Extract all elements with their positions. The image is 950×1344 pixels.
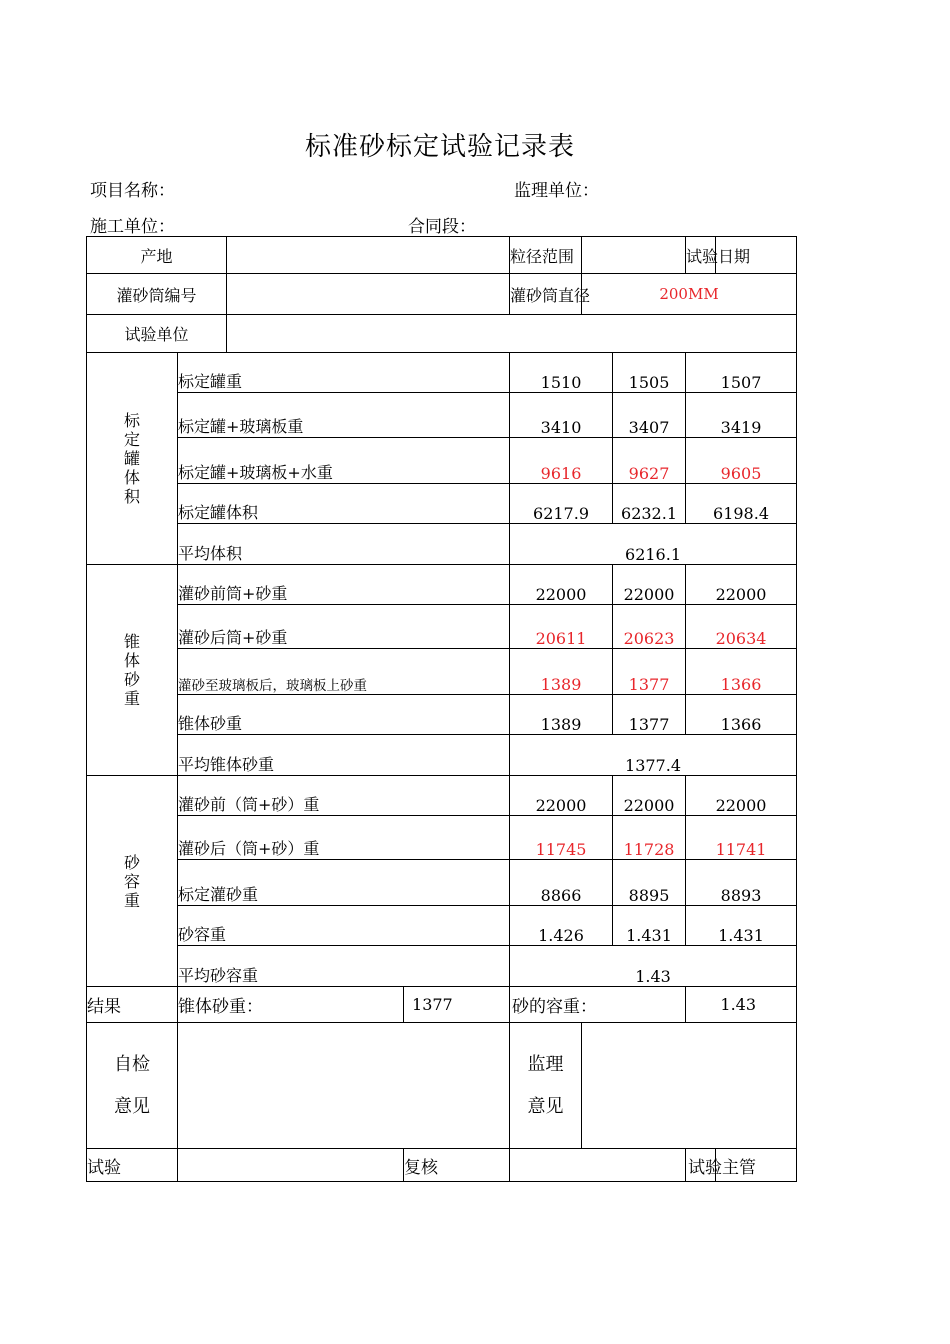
value-cell: 8866 — [510, 860, 613, 906]
result-cone-value: 1377 — [404, 987, 510, 1023]
row-label: 平均锥体砂重 — [178, 735, 510, 776]
row-label: 砂容重 — [178, 906, 510, 946]
value-cell: 1377 — [613, 695, 686, 735]
test-unit-label: 试验单位 — [87, 315, 227, 353]
row-label: 标定灌砂重 — [178, 860, 510, 906]
value-cell: 22000 — [510, 565, 613, 605]
test-date-label: 试验日期 — [686, 237, 716, 274]
row-label: 灌砂后筒+砂重 — [178, 605, 510, 649]
table-row — [87, 776, 797, 816]
table-row — [87, 605, 797, 649]
supervision-label: 监理 意见 — [510, 1023, 582, 1149]
test-unit-value[interactable] — [227, 315, 797, 353]
average-value: 1377.4 — [510, 735, 797, 776]
value-cell: 9605 — [686, 438, 797, 484]
cylinder-diameter-value: 200MM — [582, 274, 797, 315]
info-row-origin — [87, 237, 797, 274]
cylinder-no-label: 灌砂筒编号 — [87, 274, 227, 315]
signature-row — [87, 1149, 797, 1182]
value-cell: 3419 — [686, 393, 797, 438]
grain-range-label: 粒径范围 — [510, 237, 582, 274]
value-cell: 1366 — [686, 649, 797, 695]
value-cell: 1389 — [510, 695, 613, 735]
value-cell: 6198.4 — [686, 484, 797, 524]
table-row — [87, 695, 797, 735]
row-label: 灌砂前（筒+砂）重 — [178, 776, 510, 816]
table-row — [87, 906, 797, 946]
value-cell: 11745 — [510, 816, 613, 860]
origin-value[interactable] — [227, 237, 510, 274]
value-cell: 22000 — [613, 565, 686, 605]
result-density-label: 砂的容重： — [510, 987, 686, 1023]
section-label-volume: 标 定 罐 体 积 — [87, 353, 178, 565]
value-cell: 11728 — [613, 816, 686, 860]
value-cell: 22000 — [686, 776, 797, 816]
value-cell: 1507 — [686, 353, 797, 393]
origin-label: 产地 — [87, 237, 227, 274]
row-label: 灌砂前筒+砂重 — [178, 565, 510, 605]
contractor-label: 施工单位： — [90, 217, 175, 237]
average-value: 6216.1 — [510, 524, 797, 565]
table-row-average — [87, 735, 797, 776]
table-row — [87, 353, 797, 393]
result-label: 结果 — [87, 987, 178, 1023]
value-cell: 20623 — [613, 605, 686, 649]
grain-range-value[interactable] — [582, 237, 686, 274]
table-row — [87, 860, 797, 906]
result-density-value: 1.43 — [686, 987, 797, 1023]
row-label: 平均体积 — [178, 524, 510, 565]
row-label: 标定罐+玻璃板+水重 — [178, 438, 510, 484]
table-row — [87, 484, 797, 524]
contract-section-label: 合同段： — [408, 217, 476, 237]
row-label: 标定罐重 — [178, 353, 510, 393]
row-label: 锥体砂重 — [178, 695, 510, 735]
value-cell: 1377 — [613, 649, 686, 695]
value-cell: 20611 — [510, 605, 613, 649]
value-cell: 20634 — [686, 605, 797, 649]
value-cell: 1.426 — [510, 906, 613, 946]
value-cell: 8895 — [613, 860, 686, 906]
page-title: 标准砂标定试验记录表 — [304, 132, 575, 162]
value-cell: 1505 — [613, 353, 686, 393]
row-label: 标定罐体积 — [178, 484, 510, 524]
info-row-cylinder — [87, 274, 797, 315]
value-cell: 8893 — [686, 860, 797, 906]
cylinder-no-value[interactable] — [227, 274, 510, 315]
reviewer-signature-field[interactable] — [510, 1149, 686, 1182]
value-cell: 3410 — [510, 393, 613, 438]
value-cell: 1366 — [686, 695, 797, 735]
value-cell: 1.431 — [613, 906, 686, 946]
value-cell: 1.431 — [686, 906, 797, 946]
table-row — [87, 649, 797, 695]
project-name-label: 项目名称： — [90, 181, 175, 201]
value-cell: 22000 — [613, 776, 686, 816]
supervisor-unit-label: 监理单位： — [514, 181, 599, 201]
value-cell: 6232.1 — [613, 484, 686, 524]
value-cell: 1510 — [510, 353, 613, 393]
tester-label: 试验 — [87, 1149, 178, 1182]
table-row — [87, 438, 797, 484]
row-label: 灌砂至玻璃板后，玻璃板上砂重 — [178, 649, 510, 695]
value-cell: 22000 — [686, 565, 797, 605]
reviewer-label: 复核 — [404, 1149, 510, 1182]
table-row — [87, 393, 797, 438]
table-row-average — [87, 524, 797, 565]
section-label-cone: 锥 体 砂 重 — [87, 565, 178, 776]
result-row — [87, 987, 797, 1023]
cylinder-diameter-label: 灌砂筒直径 — [510, 274, 582, 315]
value-cell: 22000 — [510, 776, 613, 816]
opinion-row — [87, 1023, 797, 1149]
section-label-density: 砂 容 重 — [87, 776, 178, 987]
info-row-test-unit — [87, 315, 797, 353]
row-label: 平均砂容重 — [178, 946, 510, 987]
row-label: 灌砂后（筒+砂）重 — [178, 816, 510, 860]
value-cell: 6217.9 — [510, 484, 613, 524]
table-row-average — [87, 946, 797, 987]
row-label: 标定罐+玻璃板重 — [178, 393, 510, 438]
value-cell: 3407 — [613, 393, 686, 438]
result-cone-label: 锥体砂重： — [178, 987, 404, 1023]
value-cell: 9627 — [613, 438, 686, 484]
self-check-label: 自检 意见 — [87, 1023, 178, 1149]
value-cell: 11741 — [686, 816, 797, 860]
supervision-opinion-field[interactable] — [582, 1023, 797, 1149]
value-cell: 1389 — [510, 649, 613, 695]
tester-signature-field[interactable] — [178, 1149, 404, 1182]
self-check-opinion-field[interactable] — [178, 1023, 510, 1149]
record-table — [86, 236, 797, 1182]
table-row — [87, 816, 797, 860]
table-row — [87, 565, 797, 605]
supervisor-label: 试验主管 — [686, 1149, 716, 1182]
value-cell: 9616 — [510, 438, 613, 484]
average-value: 1.43 — [510, 946, 797, 987]
